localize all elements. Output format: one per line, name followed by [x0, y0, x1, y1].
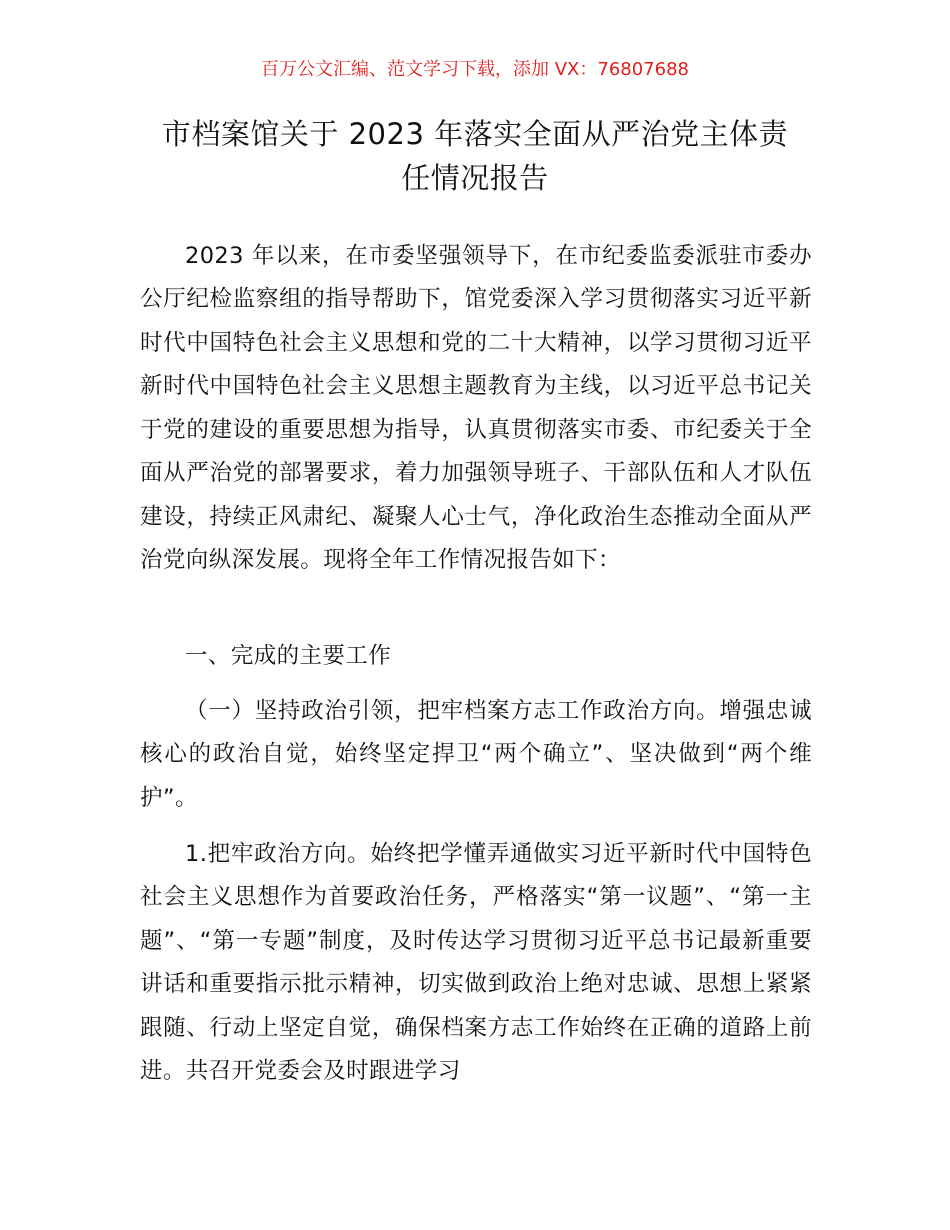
- watermark-banner: 百万公文汇编、范文学习下载，添加 VX：76807688: [261, 59, 689, 80]
- section-heading-main-work: 一、完成的主要工作: [185, 642, 392, 669]
- item-paragraph-political-direction: 1.把牢政治方向。始终把学懂弄通做实习近平新时代中国特色社会主义思想作为首要政治任务，严格落实“第一议题”、“第一主题”、“第一专题”制度，及时传达学习贯彻习近平总书记最新重要讲话和重要指示批示精神，切实做到政治上绝对忠诚、思想上紧紧跟随、行动上坚定自觉，确保档案方志工作始终在正确的道路上前进。共召开党委会及时跟进学习: [140, 840, 812, 1084]
- subsection-paragraph-political-guidance: （一）坚持政治引领，把牢档案方志工作政治方向。增强忠诚核心的政治自觉，始终坚定捍卫“两个确立”、坚决做到“两个维护”。: [140, 697, 812, 811]
- title-line-2: 任情况报告: [401, 161, 549, 195]
- intro-paragraph: 2023 年以来，在市委坚强领导下，在市纪委监委派驻市委办公厅纪检监察组的指导帮助下，馆党委深入学习贯彻落实习近平新时代中国特色社会主义思想和党的二十大精神，以学习贯彻习近平新时代中国特色社会主义思想主题教育为主线，以习近平总书记关于党的建设的重要思想为指导，认真贯彻落实市委、市纪委关于全面从严治党的部署要求，着力加强领导班子、干部队伍和人才队伍建设，持续正风肃纪、凝聚人心士气，净化政治生态推动全面从严治党向纵深发展。现将全年工作情况报告如下：: [140, 242, 812, 573]
- document-title: [130, 112, 820, 200]
- title-line-1: 市档案馆关于 2023 年落实全面从严治党主体责: [161, 117, 789, 151]
